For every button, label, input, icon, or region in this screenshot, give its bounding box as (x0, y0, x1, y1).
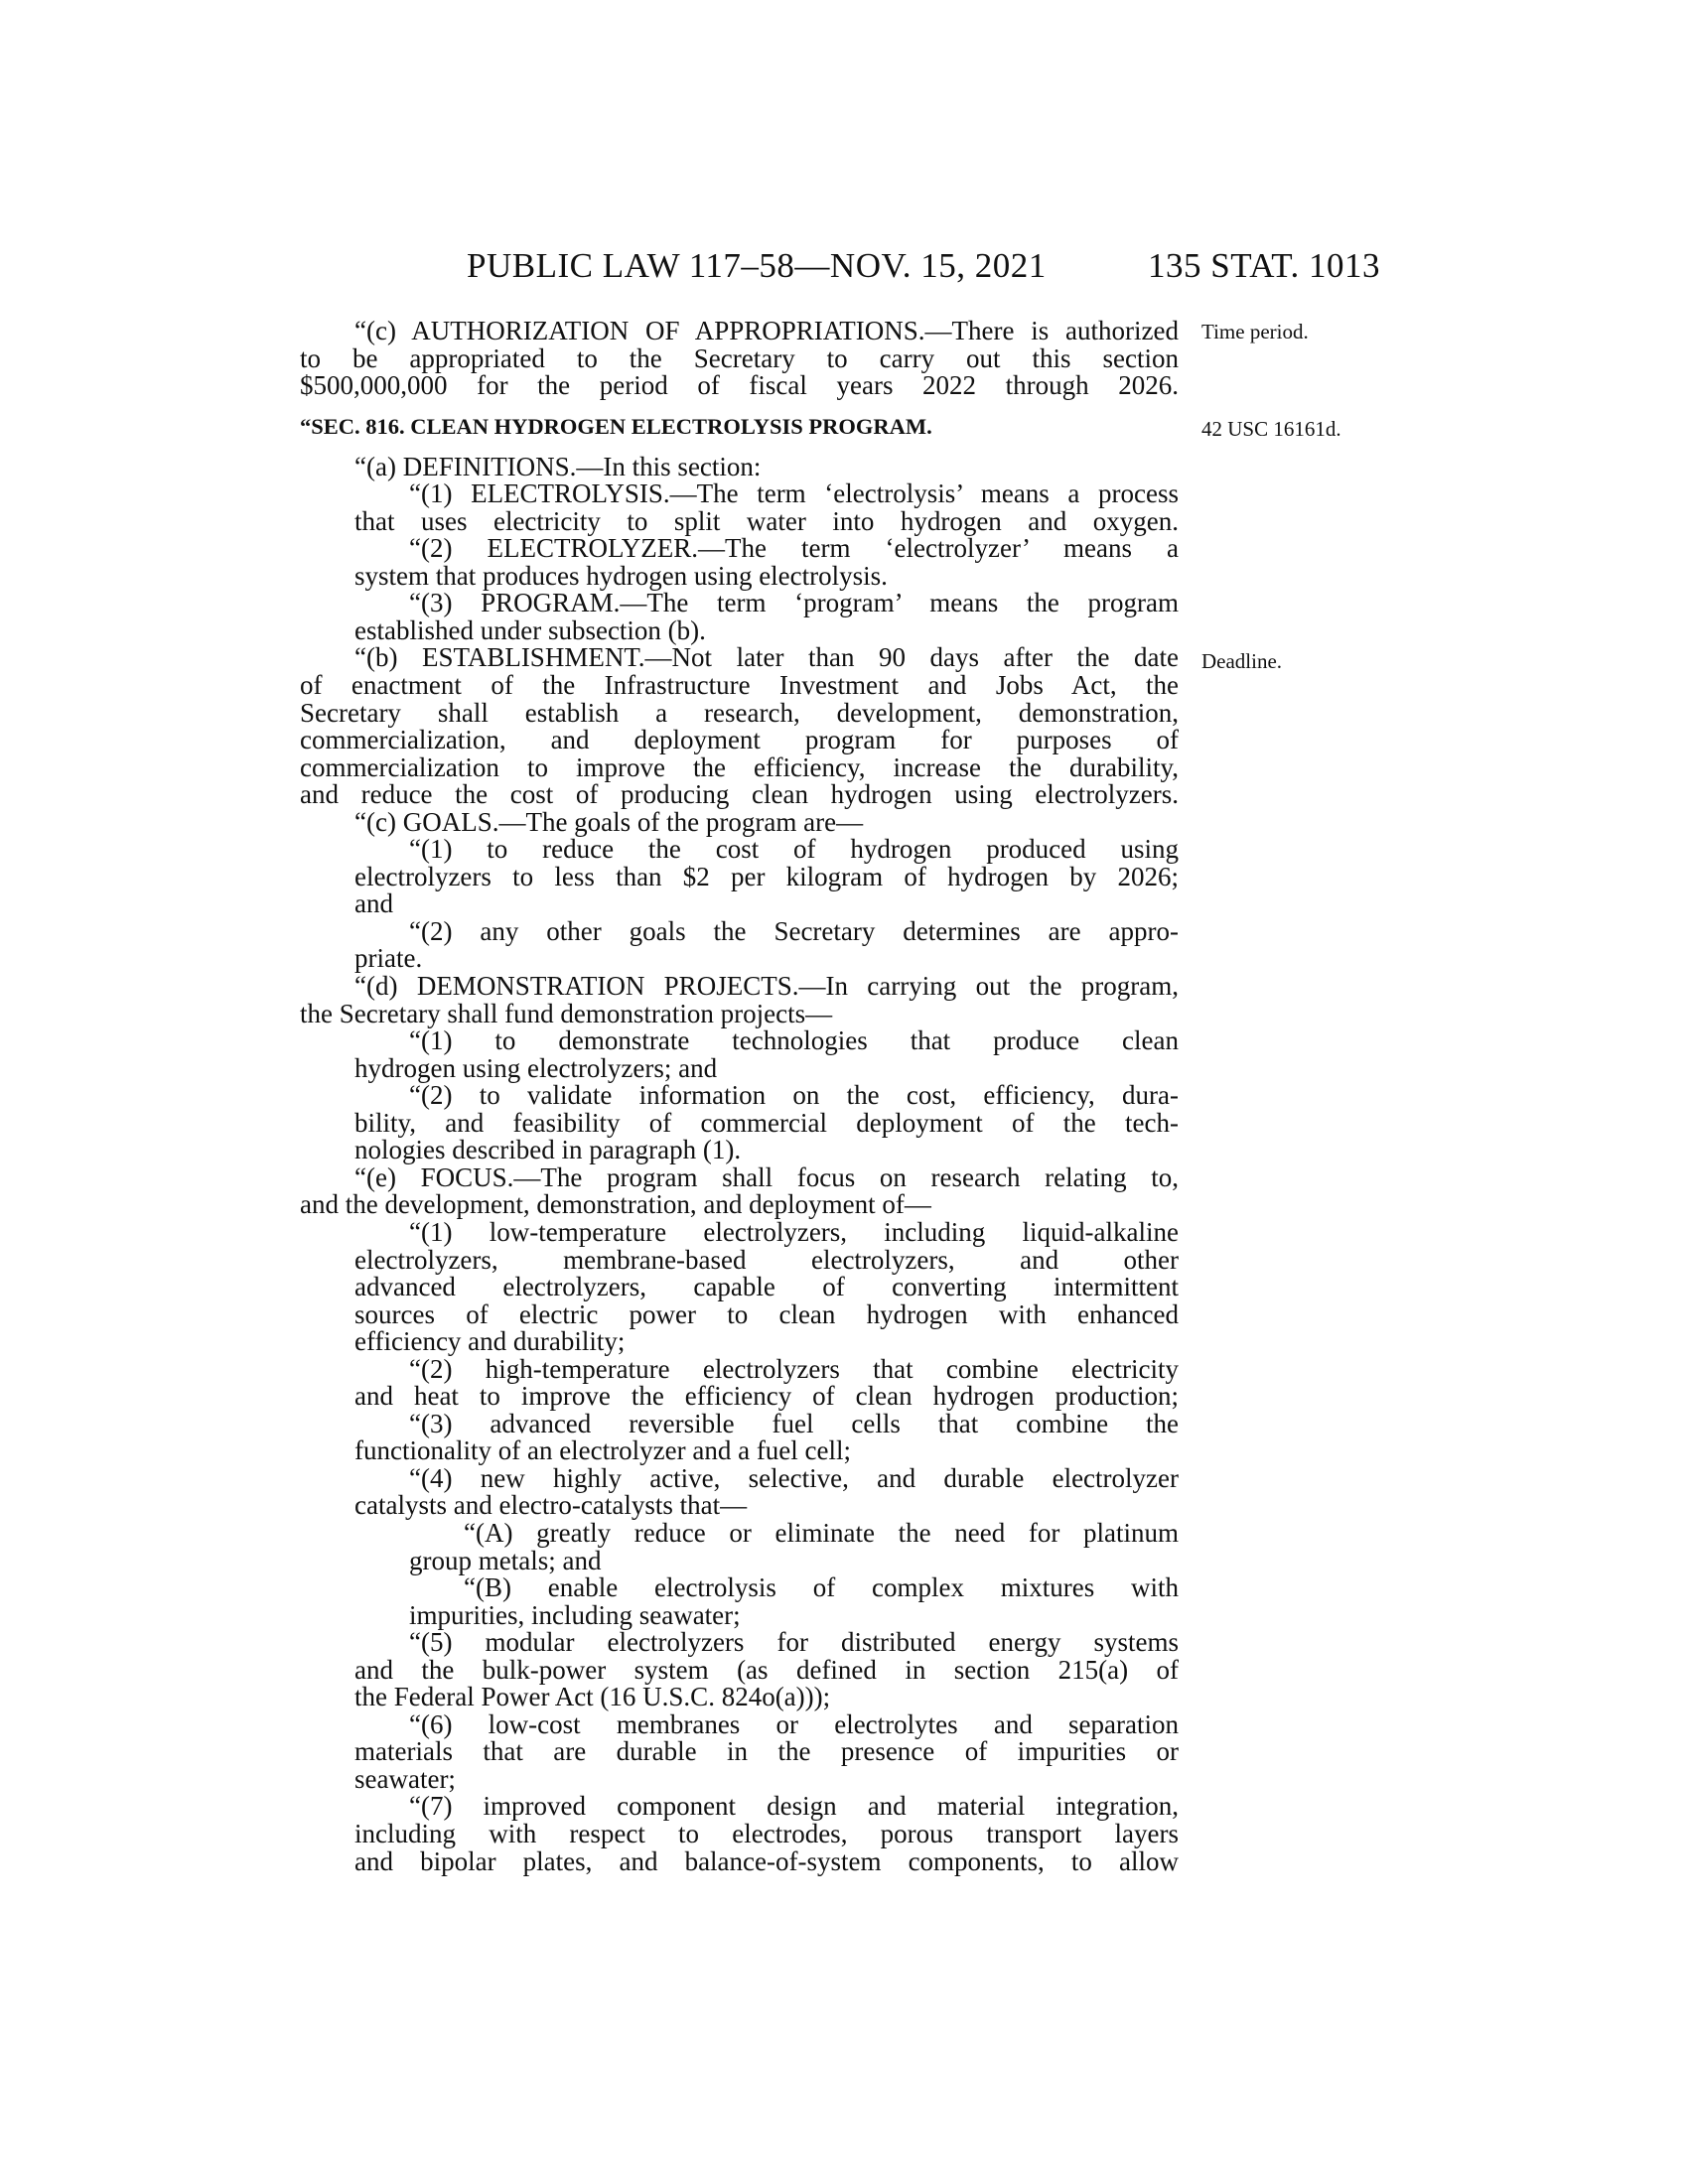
text-line: and heat to improve the efficiency of clean hydrogen production; (354, 1381, 1179, 1412)
text-line: and (354, 888, 393, 919)
text-line: “(B) enable electrolysis of complex mixtures with (464, 1572, 1179, 1603)
text-line: “(a) DEFINITIONS.—In this section: (354, 451, 762, 481)
text-line: functionality of an electrolyzer and a fuel cell; (354, 1435, 852, 1466)
text-line: materials that are durable in the presence of impurities or (354, 1736, 1179, 1767)
text-line: “(2) any other goals the Secretary determines are appro- (409, 915, 1179, 946)
text-line: advanced electrolyzers, capable of converting intermittent (354, 1272, 1179, 1302)
text-line: and the bulk-power system (as defined in section 215(a) of (354, 1654, 1179, 1685)
text-line: nologies described in paragraph (1). (354, 1135, 742, 1165)
text-line: the Secretary shall fund demonstration projects— (300, 998, 833, 1028)
text-line: Secretary shall establish a research, development, demonstration, (300, 697, 1179, 728)
running-header (298, 246, 1380, 296)
text-line: commercialization to improve the efficiency, increase the durability, (300, 751, 1179, 782)
text-line: “(5) modular electrolyzers for distributed energy systems (409, 1627, 1179, 1658)
text-line: hydrogen using electrolyzers; and (354, 1052, 718, 1083)
text-line: priate. (354, 943, 423, 974)
text-line: “(1) to reduce the cost of hydrogen produced using (409, 834, 1179, 865)
text-line: “(c) AUTHORIZATION OF APPROPRIATIONS.—There is authorized (354, 316, 1179, 345)
text-line: $500,000,000 for the period of fiscal years 2022 through 2026. (300, 370, 1179, 401)
text-line: “(3) PROGRAM.—The term ‘program’ means the program (409, 588, 1179, 618)
text-line: electrolyzers to less than $2 per kilogram of hydrogen by 2026; (354, 861, 1179, 891)
section-heading: “SEC. 816. CLEAN HYDROGEN ELECTROLYSIS PROGRAM. (300, 413, 932, 439)
text-line: catalysts and electro-catalysts that— (354, 1490, 748, 1521)
text-line: sources of electric power to clean hydrogen with enhanced (354, 1298, 1179, 1329)
text-line: established under subsection (b). (354, 614, 706, 645)
text-line: “(1) ELECTROLYSIS.—The term ‘electrolysis’ means a process (409, 478, 1179, 509)
margin-note-usc-citation: 42 USC 16161d. (1201, 417, 1341, 441)
text-line: electrolyzers, membrane-based electrolyzers, and other (354, 1244, 1179, 1275)
text-line: group metals; and (409, 1545, 602, 1575)
text-line: and reduce the cost of producing clean hydrogen using electrolyzers. (300, 779, 1179, 810)
text-line: “(7) improved component design and material integration, (409, 1791, 1179, 1822)
text-line: bility, and feasibility of commercial deployment of the tech- (354, 1107, 1179, 1138)
statute-page-number: 135 STAT. 1013 (1148, 246, 1380, 285)
text-line: “(2) to validate information on the cost, efficiency, dura- (409, 1080, 1179, 1111)
text-line: including with respect to electrodes, porous transport layers (354, 1818, 1179, 1848)
margin-note-deadline: Deadline. (1201, 649, 1283, 673)
text-line: “(1) to demonstrate technologies that produce clean (409, 1025, 1179, 1056)
text-line: “(e) FOCUS.—The program shall focus on research relating to, (354, 1161, 1179, 1192)
text-line: of enactment of the Infrastructure Investment and Jobs Act, the (300, 670, 1179, 701)
text-line: impurities, including seawater; (409, 1599, 741, 1630)
text-line: seawater; (354, 1763, 456, 1794)
text-line: “(c) GOALS.—The goals of the program are— (354, 806, 864, 837)
text-line: “(1) low-temperature electrolyzers, including liquid-alkaline (409, 1216, 1179, 1247)
text-line: “(2) ELECTROLYZER.—The term ‘electrolyzer’ means a (409, 533, 1179, 564)
text-line: “(b) ESTABLISHMENT.—Not later than 90 days after the date (354, 642, 1179, 673)
text-line: “(3) advanced reversible fuel cells that combine the (409, 1408, 1179, 1438)
text-line: the Federal Power Act (16 U.S.C. 824o(a))); (354, 1682, 831, 1712)
text-line: “(6) low-cost membranes or electrolytes and separation (409, 1708, 1179, 1739)
text-line: that uses electricity to split water into hydrogen and oxygen. (354, 505, 1179, 536)
law-citation-header: PUBLIC LAW 117–58—NOV. 15, 2021 (467, 246, 1047, 285)
text-line: “(2) high-temperature electrolyzers that combine electricity (409, 1353, 1179, 1384)
text-line: and bipolar plates, and balance-of-system components, to allow (354, 1845, 1179, 1876)
text-line: “(4) new highly active, selective, and durable electrolyzer (409, 1462, 1179, 1493)
text-line: “(d) DEMONSTRATION PROJECTS.—In carrying out the program, (354, 971, 1179, 1002)
statute-body (300, 318, 1179, 1875)
text-line: and the development, demonstration, and deployment of— (300, 1189, 931, 1220)
text-line: system that produces hydrogen using electrolysis. (354, 560, 888, 591)
text-line: “(A) greatly reduce or eliminate the need for platinum (464, 1517, 1179, 1548)
margin-note-time-period: Time period. (1201, 320, 1309, 343)
text-line: efficiency and durability; (354, 1326, 626, 1357)
text-line: to be appropriated to the Secretary to carry out this section (300, 342, 1179, 373)
text-line: commercialization, and deployment program for purposes of (300, 725, 1179, 755)
